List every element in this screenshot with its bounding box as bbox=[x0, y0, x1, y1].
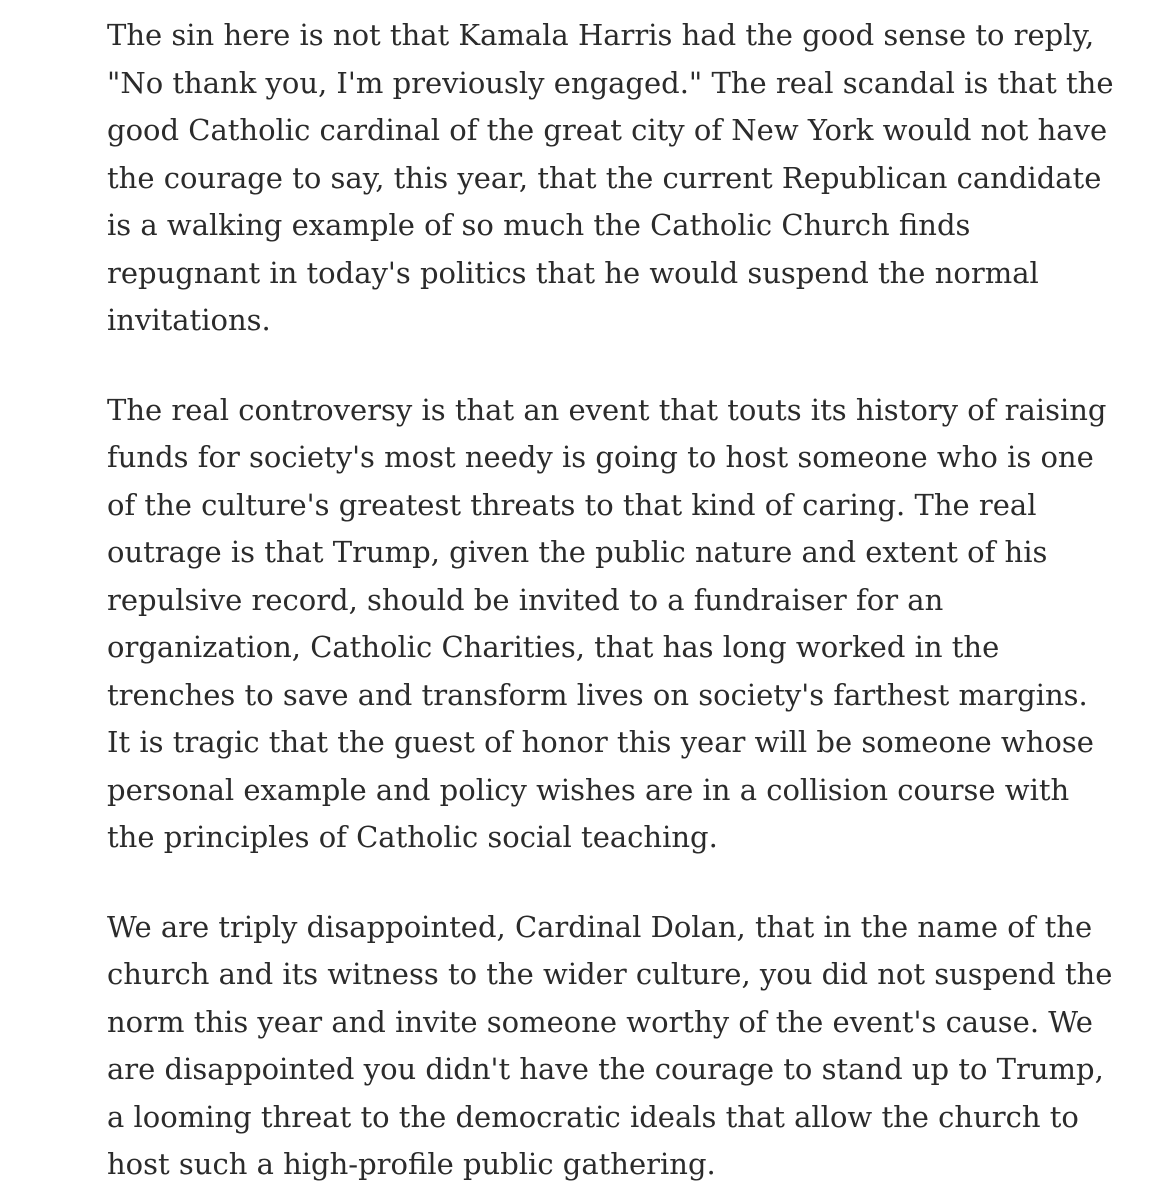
text-line: good Catholic cardinal of the great city of New York would not have bbox=[107, 113, 1108, 147]
text-line: trenches to save and transform lives on society's farthest margins. bbox=[107, 677, 1088, 712]
paragraph-3 bbox=[107, 904, 1113, 1189]
text-line: the principles of Catholic social teaching. bbox=[107, 820, 718, 854]
text-line: We are triply disappointed, Cardinal Dolan, that in the name of the bbox=[107, 909, 1093, 944]
text-line: The sin here is not that Kamala Harris had the good sense to reply, bbox=[107, 18, 1095, 52]
text-line: outrage is that Trump, given the public nature and extent of his bbox=[107, 535, 1048, 569]
paragraph-spacer bbox=[107, 345, 1107, 387]
paragraph-1 bbox=[107, 12, 1114, 345]
text-line: is a walking example of so much the Catholic Church finds bbox=[107, 208, 971, 242]
text-line: of the culture's greatest threats to that kind of caring. The real bbox=[107, 487, 1037, 522]
text-line: "No thank you, I'm previously engaged." The real scandal is that the bbox=[107, 65, 1114, 100]
text-line: the courage to say, this year, that the current Republican candidate bbox=[107, 160, 1102, 195]
text-line: norm this year and invite someone worthy of the event's cause. We bbox=[107, 1004, 1093, 1039]
article-body bbox=[107, 12, 1114, 1189]
text-line: are disappointed you didn't have the courage to stand up to Trump, bbox=[107, 1052, 1104, 1086]
text-line: The real controversy is that an event that touts its history of raising bbox=[107, 392, 1107, 427]
text-line: repulsive record, should be invited to a fundraiser for an bbox=[107, 582, 944, 617]
text-line: funds for society's most needy is going to host someone who is one bbox=[107, 440, 1094, 474]
text-line: repugnant in today's politics that he would suspend the normal bbox=[107, 255, 1039, 290]
text-line: invitations. bbox=[107, 303, 271, 337]
paragraph-2 bbox=[107, 387, 1107, 862]
text-line: host such a high-profile public gathering. bbox=[107, 1147, 716, 1181]
text-line: organization, Catholic Charities, that has long worked in the bbox=[107, 630, 1000, 664]
text-line: church and its witness to the wider culture, you did not suspend the bbox=[107, 957, 1113, 991]
text-line: a looming threat to the democratic ideals that allow the church to bbox=[107, 1099, 1079, 1134]
text-line: It is tragic that the guest of honor this year will be someone whose bbox=[107, 725, 1094, 759]
text-line: personal example and policy wishes are in a collision course with bbox=[107, 772, 1070, 807]
paragraph-spacer bbox=[107, 862, 1107, 904]
